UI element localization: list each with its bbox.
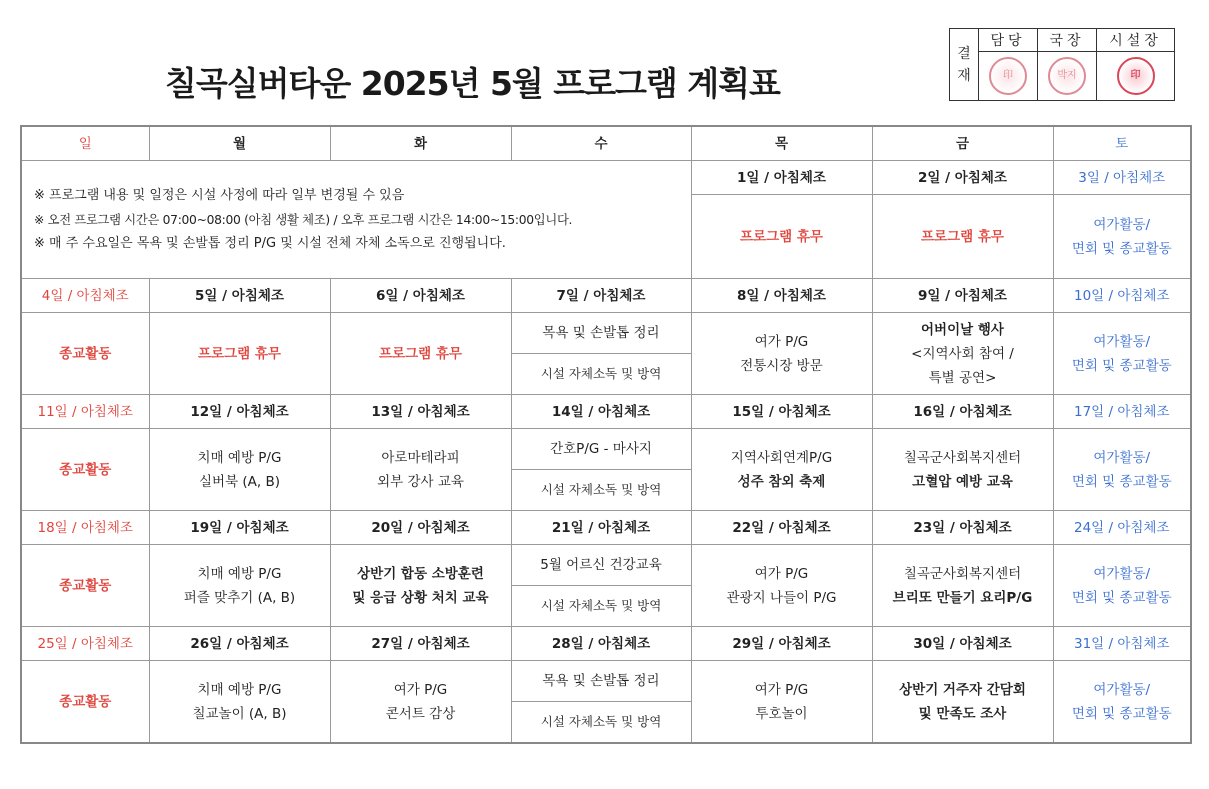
- date-cell: 16일 / 아침체조: [872, 395, 1053, 429]
- date-cell: 27일 / 아침체조: [330, 627, 511, 661]
- approval-sign-manager: [979, 52, 1038, 101]
- program-cell: 여가활동/ 면회 및 종교활동: [1053, 661, 1191, 744]
- date-cell: 28일 / 아침체조: [511, 627, 691, 661]
- date-cell: 2일 / 아침체조: [872, 161, 1053, 195]
- program-cell: 여가활동/ 면회 및 종교활동: [1053, 545, 1191, 627]
- date-cell: 7일 / 아침체조: [511, 279, 691, 313]
- date-cell: 24일 / 아침체조: [1053, 511, 1191, 545]
- program-cell: 목욕 및 손발톱 정리: [511, 661, 691, 702]
- program-calendar: [20, 125, 1192, 744]
- weekday-fri: 금: [872, 126, 1053, 161]
- program-cell: 여가활동/ 면회 및 종교활동: [1053, 195, 1191, 279]
- note-line: ※ 매 주 수요일은 목욕 및 손발톱 정리 P/G 및 시설 전체 자체 소독으로 진행됩니다.: [34, 235, 506, 251]
- program-cell: 프로그램 휴무: [872, 195, 1053, 279]
- notes-cell: [21, 161, 691, 279]
- date-cell: 20일 / 아침체조: [330, 511, 511, 545]
- stamp-icon: 印: [989, 57, 1027, 95]
- program-cell: 프로그램 휴무: [691, 195, 872, 279]
- program-cell: 여가 P/G 관광지 나들이 P/G: [691, 545, 872, 627]
- program-cell: 상반기 거주자 간담회 및 만족도 조사: [872, 661, 1053, 744]
- date-cell: 25일 / 아침체조: [21, 627, 149, 661]
- program-cell: 여가 P/G 전통시장 방문: [691, 313, 872, 395]
- program-cell: 상반기 합동 소방훈련 및 응급 상황 처치 교육: [330, 545, 511, 627]
- approval-role-head: 시설장: [1097, 29, 1175, 52]
- date-cell: 3일 / 아침체조: [1053, 161, 1191, 195]
- weekday-wed: 수: [511, 126, 691, 161]
- program-cell: 칠곡군사회복지센터 고혈압 예방 교육: [872, 429, 1053, 511]
- program-cell: 치매 예방 P/G 실버북 (A, B): [149, 429, 330, 511]
- date-cell: 30일 / 아침체조: [872, 627, 1053, 661]
- weekday-thu: 목: [691, 126, 872, 161]
- program-cell: 목욕 및 손발톱 정리: [511, 313, 691, 354]
- date-cell: 17일 / 아침체조: [1053, 395, 1191, 429]
- date-cell: 18일 / 아침체조: [21, 511, 149, 545]
- program-cell: 여가 P/G 콘서트 감상: [330, 661, 511, 744]
- date-cell: 15일 / 아침체조: [691, 395, 872, 429]
- date-cell: 22일 / 아침체조: [691, 511, 872, 545]
- date-cell: 21일 / 아침체조: [511, 511, 691, 545]
- approval-label: 결재: [950, 29, 979, 101]
- stamp-icon: 印: [1117, 57, 1155, 95]
- approval-role-manager: 담당: [979, 29, 1038, 52]
- program-cell: 시설 자체소독 및 방역: [511, 354, 691, 395]
- note-line: ※ 오전 프로그램 시간은 07:00~08:00 (아침 생활 체조) / 오후 프로그램 시간은 14:00~15:00입니다.: [34, 212, 573, 227]
- program-cell: 어버이날 행사 <지역사회 참여 / 특별 공연>: [872, 313, 1053, 395]
- date-cell: 31일 / 아침체조: [1053, 627, 1191, 661]
- approval-box: [949, 28, 1175, 101]
- program-cell: 아로마테라피 외부 강사 교육: [330, 429, 511, 511]
- program-cell: 칠곡군사회복지센터 브리또 만들기 요리P/G: [872, 545, 1053, 627]
- date-cell: 14일 / 아침체조: [511, 395, 691, 429]
- weekday-header-row: [21, 126, 1191, 161]
- date-cell: 11일 / 아침체조: [21, 395, 149, 429]
- weekday-mon: 월: [149, 126, 330, 161]
- date-cell: 6일 / 아침체조: [330, 279, 511, 313]
- date-cell: 26일 / 아침체조: [149, 627, 330, 661]
- weekday-tue: 화: [330, 126, 511, 161]
- program-cell: 종교활동: [21, 429, 149, 511]
- stamp-icon: 박지: [1048, 57, 1086, 95]
- date-cell: 13일 / 아침체조: [330, 395, 511, 429]
- program-cell: 5월 어르신 건강교육: [511, 545, 691, 586]
- program-cell: 여가활동/ 면회 및 종교활동: [1053, 429, 1191, 511]
- approval-role-director: 국장: [1038, 29, 1097, 52]
- date-cell: 1일 / 아침체조: [691, 161, 872, 195]
- program-cell: 종교활동: [21, 313, 149, 395]
- page-title: 칠곡실버타운 2025년 5월 프로그램 계획표: [165, 64, 780, 103]
- weekday-sat: 토: [1053, 126, 1191, 161]
- date-cell: 23일 / 아침체조: [872, 511, 1053, 545]
- program-cell: 치매 예방 P/G 칠교놀이 (A, B): [149, 661, 330, 744]
- approval-sign-director: [1038, 52, 1097, 101]
- weekday-sun: 일: [21, 126, 149, 161]
- date-cell: 5일 / 아침체조: [149, 279, 330, 313]
- date-cell: 19일 / 아침체조: [149, 511, 330, 545]
- program-cell: 치매 예방 P/G 퍼즐 맞추기 (A, B): [149, 545, 330, 627]
- program-cell: 종교활동: [21, 661, 149, 744]
- date-cell: 10일 / 아침체조: [1053, 279, 1191, 313]
- program-cell: 종교활동: [21, 545, 149, 627]
- program-cell: 여가 P/G 투호놀이: [691, 661, 872, 744]
- date-cell: 12일 / 아침체조: [149, 395, 330, 429]
- approval-sign-head: [1097, 52, 1175, 101]
- program-cell: 프로그램 휴무: [149, 313, 330, 395]
- date-cell: 29일 / 아침체조: [691, 627, 872, 661]
- program-cell: 여가활동/ 면회 및 종교활동: [1053, 313, 1191, 395]
- date-cell: 4일 / 아침체조: [21, 279, 149, 313]
- note-line: ※ 프로그램 내용 및 일정은 시설 사정에 따라 일부 변경될 수 있음: [34, 187, 405, 203]
- date-cell: 9일 / 아침체조: [872, 279, 1053, 313]
- program-cell: 시설 자체소독 및 방역: [511, 470, 691, 511]
- program-cell: 시설 자체소독 및 방역: [511, 586, 691, 627]
- program-cell: 시설 자체소독 및 방역: [511, 702, 691, 744]
- program-cell: 지역사회연계P/G 성주 참외 축제: [691, 429, 872, 511]
- program-cell: 프로그램 휴무: [330, 313, 511, 395]
- program-cell: 간호P/G - 마사지: [511, 429, 691, 470]
- date-cell: 8일 / 아침체조: [691, 279, 872, 313]
